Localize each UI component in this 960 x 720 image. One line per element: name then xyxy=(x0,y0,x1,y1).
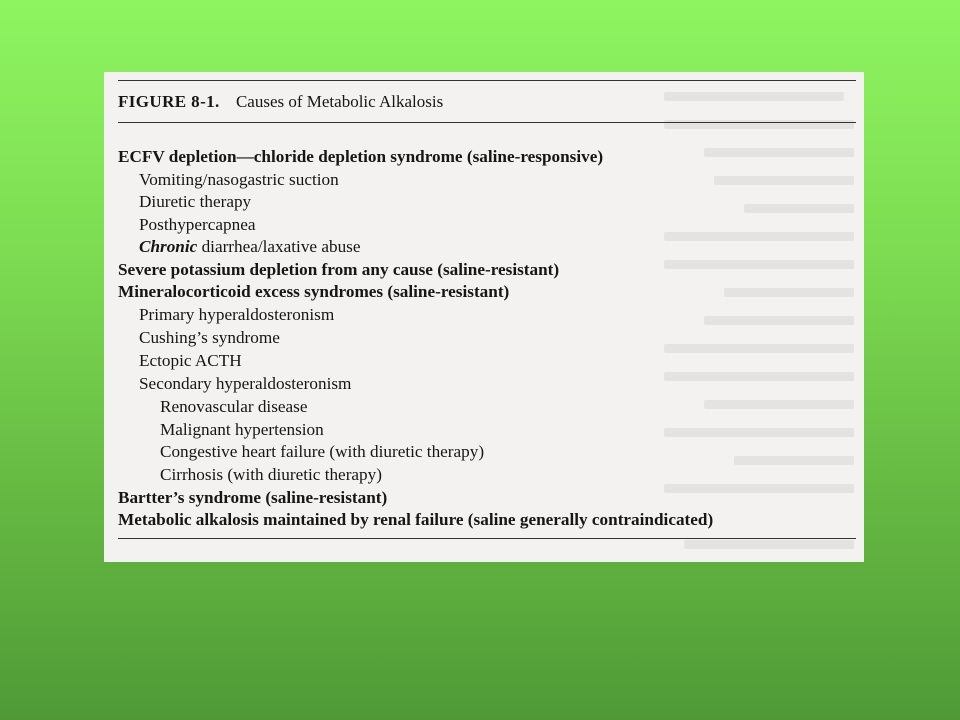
item-ectopic-acth: Ectopic ACTH xyxy=(139,351,242,370)
item-renovascular-disease: Renovascular disease xyxy=(160,397,308,416)
item-secondary-hyperaldosteronism: Secondary hyperaldosteronism xyxy=(139,374,352,393)
item-chronic-emphasis: Chronic xyxy=(139,237,198,256)
category-potassium-depletion: Severe potassium depletion from any cause (saline-resistant) xyxy=(118,260,560,279)
item-cushings-syndrome: Cushing’s syndrome xyxy=(139,328,280,347)
item-chronic-rest: diarrhea/laxative abuse xyxy=(197,237,361,256)
scanned-figure-page xyxy=(104,72,864,562)
item-congestive-heart-failure: Congestive heart failure (with diuretic therapy) xyxy=(160,442,485,461)
top-rule xyxy=(118,80,856,81)
category-renal-failure: Metabolic alkalosis maintained by renal failure (saline generally contraindicated) xyxy=(118,510,714,529)
category-bartters-syndrome: Bartter’s syndrome (saline-resistant) xyxy=(118,488,388,507)
figure-label: FIGURE 8-1. xyxy=(118,92,220,111)
item-cirrhosis: Cirrhosis (with diuretic therapy) xyxy=(160,465,382,484)
item-diuretic-therapy: Diuretic therapy xyxy=(139,192,252,211)
item-primary-hyperaldosteronism: Primary hyperaldosteronism xyxy=(139,305,335,324)
category-ecfv-depletion: ECFV depletion—chloride depletion syndrome (saline-responsive) xyxy=(118,147,604,166)
bottom-rule xyxy=(118,538,856,539)
category-mineralocorticoid-excess: Mineralocorticoid excess syndromes (saline-resistant) xyxy=(118,282,510,301)
heading-rule xyxy=(118,122,856,123)
item-posthypercapnea: Posthypercapnea xyxy=(139,215,256,234)
figure-title: Causes of Metabolic Alkalosis xyxy=(235,92,444,111)
figure-heading xyxy=(118,92,443,112)
item-vomiting: Vomiting/nasogastric suction xyxy=(139,170,339,189)
item-chronic-diarrhea xyxy=(139,237,360,257)
item-malignant-hypertension: Malignant hypertension xyxy=(160,420,324,439)
